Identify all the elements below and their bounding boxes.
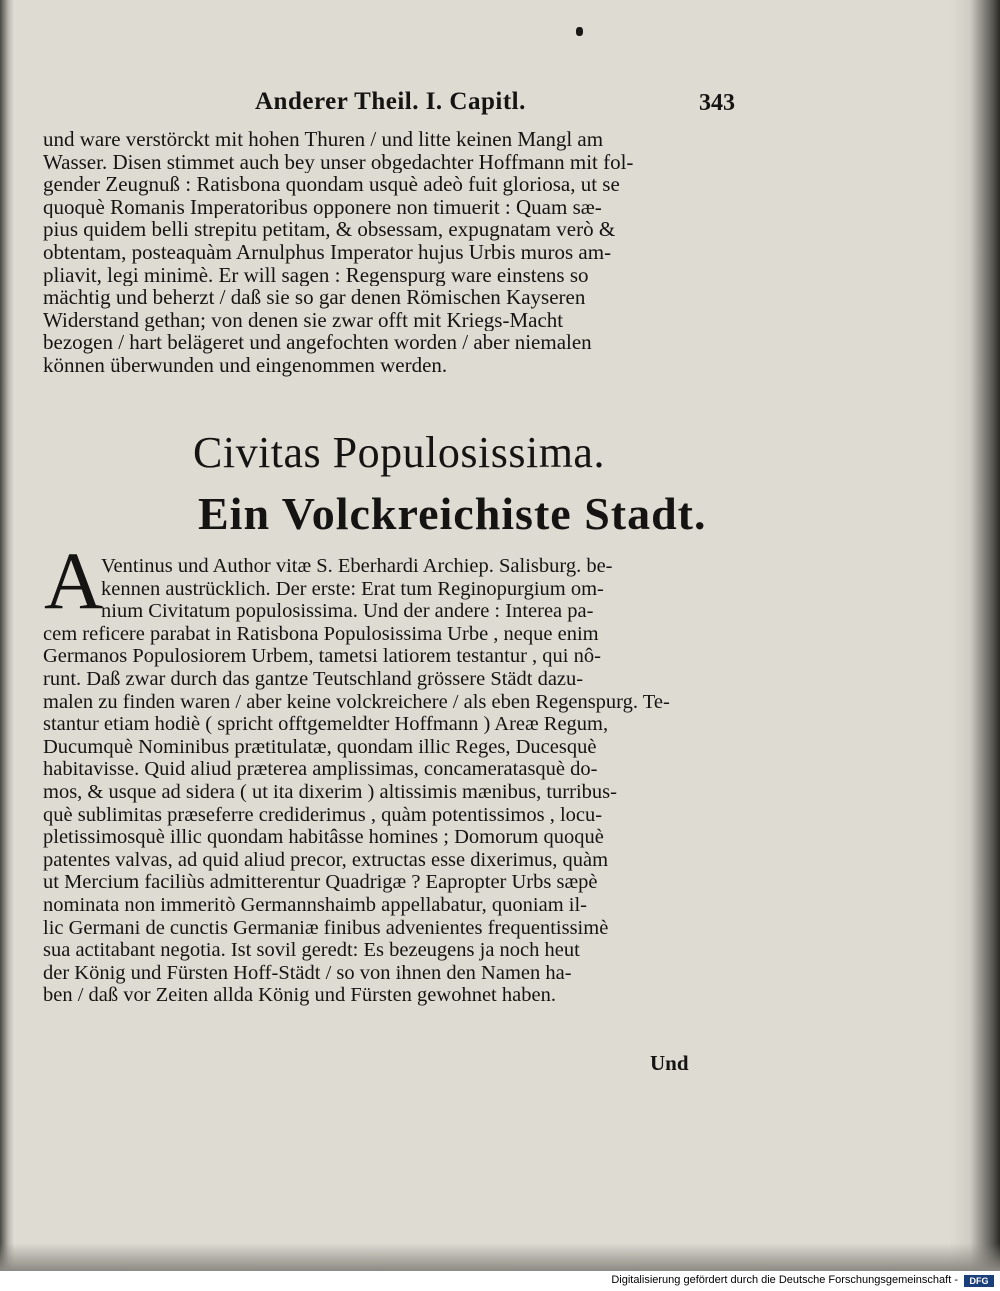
- section-heading-german: Ein Volckreichiste Stadt.: [198, 488, 707, 539]
- text-line: ut Mercium faciliùs admitterentur Quadrigæ ? Eapropter Urbs sæpè: [43, 871, 598, 894]
- page-number: 343: [699, 90, 735, 116]
- text-line: stantur etiam hodiè ( spricht offtgemeldter Hoffmann ) Areæ Regum,: [43, 713, 609, 736]
- page-header: [255, 88, 735, 120]
- text-line: pletissimosquè illic quondam habitâsse homines ; Domorum quoquè: [43, 826, 604, 849]
- running-head: Anderer Theil. I. Capitl.: [255, 88, 526, 115]
- text-line: Ducumquè Nominibus prætitulatæ, quondam illic Reges, Ducesquè: [43, 735, 597, 758]
- text-line: der König und Fürsten Hoff-Städt / so von ihnen den Namen ha-: [43, 961, 572, 984]
- text-line: habitavisse. Quid aliud præterea amplissimas, concameratasquè do-: [43, 758, 598, 781]
- page-gutter-shadow: [0, 0, 14, 1271]
- text-line: ben / daß vor Zeiten allda König und Fürsten gewohnet haben.: [43, 984, 556, 1007]
- text-line: quoquè Romanis Imperatoribus opponere non timuerit : Quam sæ-: [43, 195, 602, 219]
- drop-cap-initial: A: [44, 535, 104, 626]
- top-paragraph: [43, 128, 731, 377]
- text-line: kennen austrücklich. Der erste: Erat tum Reginopurgium om-: [101, 577, 604, 600]
- text-line: pliavit, legi minimè. Er will sagen : Regenspurg ware einstens so: [43, 263, 589, 287]
- text-line: Germanos Populosiorem Urbem, tametsi latiorem testantur , qui nô-: [43, 645, 601, 668]
- funding-credit: Digitalisierung gefördert durch die Deutsche Forschungsgemeinschaft -: [611, 1274, 958, 1286]
- text-line: Ventinus und Author vitæ S. Eberhardi Archiep. Salisburg. be-: [101, 555, 613, 577]
- text-line: què sublimitas præseferre crediderimus , quàm potentissimos , locu-: [43, 803, 603, 826]
- footer-bar: [0, 1271, 1000, 1291]
- ink-spot: [576, 27, 583, 36]
- page-bottom-shadow: [0, 1243, 1000, 1271]
- dfg-logo[interactable]: DFG: [964, 1275, 994, 1287]
- text-line: und ware verstörckt mit hohen Thuren / und litte keinen Mangl am: [43, 128, 604, 151]
- text-line: können überwunden und eingenommen werden.: [43, 353, 448, 377]
- text-line: runt. Daß zwar durch das gantze Teutschland grössere Städt dazu-: [43, 667, 584, 690]
- text-line: nominata non immeritò Germannshaimb appellabatur, quoniam il-: [43, 893, 588, 916]
- text-line: mos, & usque ad sidera ( ut ita dixerim ) altissimis mænibus, turribus-: [43, 780, 617, 803]
- catchword: Und: [650, 1051, 689, 1075]
- text-line: cem reficere parabat in Ratisbona Populosissima Urbe , neque enim: [43, 622, 599, 645]
- section-heading-latin: Civitas Populosissima.: [193, 428, 605, 477]
- body-paragraph: [43, 555, 731, 1007]
- text-line: malen zu finden waren / aber keine volckreichere / als eben Regenspurg. Te-: [43, 690, 670, 713]
- text-line: pius quidem belli strepitu petitam, & obsessam, expugnatam verò &: [43, 218, 616, 241]
- page-edge-shadow: [950, 0, 1000, 1271]
- text-line: mächtig und beherzt / daß sie so gar denen Römischen Kayseren: [43, 286, 586, 309]
- text-line: nium Civitatum populosissima. Und der andere : Interea pa-: [101, 600, 594, 623]
- text-line: sua actitabant negotia. Ist sovil geredt: Es bezeugens ja noch heut: [43, 939, 580, 962]
- text-line: Wasser. Disen stimmet auch bey unser obgedachter Hoffmann mit fol-: [43, 150, 634, 174]
- text-line: patentes valvas, ad quid aliud precor, extructas esse dixerimus, quàm: [43, 848, 609, 871]
- text-line: gender Zeugnuß : Ratisbona quondam usquè adeò fuit gloriosa, ut se: [43, 173, 620, 196]
- text-line: obtentam, posteaquàm Arnulphus Imperator hujus Urbis muros am-: [43, 240, 612, 264]
- text-line: bezogen / hart belägeret und angefochten worden / aber niemalen: [43, 331, 592, 354]
- text-line: lic Germani de cunctis Germaniæ finibus advenientes frequentissimè: [43, 916, 609, 939]
- text-line: Widerstand gethan; von denen sie zwar offt mit Kriegs-Macht: [43, 308, 564, 332]
